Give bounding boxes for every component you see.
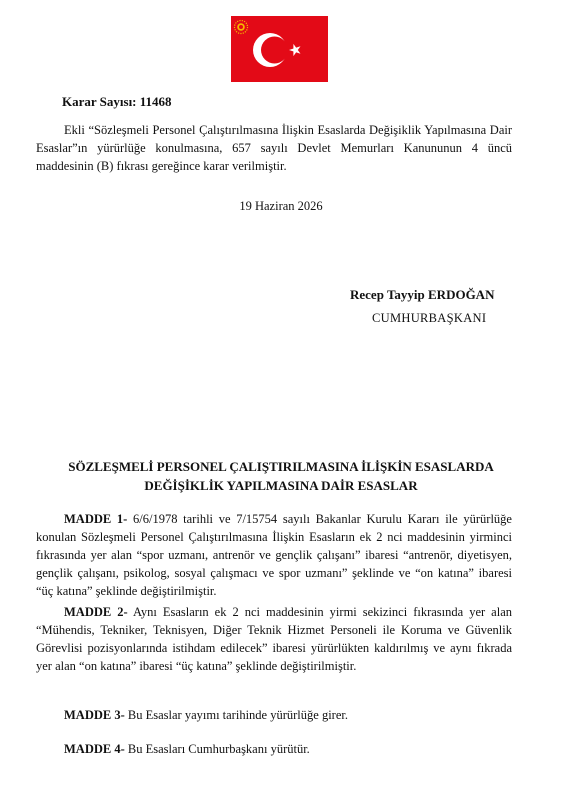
signer-surname: ERDOĞAN xyxy=(428,287,495,302)
heading-line-2: DEĞİŞİKLİK YAPILMASINA DAİR ESASLAR xyxy=(144,478,418,493)
signer-name xyxy=(350,287,494,303)
intro-paragraph: Ekli “Sözleşmeli Personel Çalıştırılmasına İlişkin Esaslarda Değişiklik Yapılmasına Dair Esaslar”ın yürürlüğe konulmasına, 657 sayılı Devlet Memurları Kanununun 4 üncü maddesinin (B) fıkrası gereğince karar verilmiştir. xyxy=(36,123,512,173)
article-1-label: MADDE 1- xyxy=(64,512,128,526)
article-2-label: MADDE 2- xyxy=(64,605,128,619)
decision-date: 19 Haziran 2026 xyxy=(239,199,323,213)
presidential-seal-flag xyxy=(231,16,328,82)
article-3-text: Bu Esaslar yayımı tarihinde yürürlüğe girer. xyxy=(124,708,348,722)
signer-title: CUMHURBAŞKANI xyxy=(372,311,487,325)
heading-line-1: SÖZLEŞMELİ PERSONEL ÇALIŞTIRILMASINA İLİŞKİN ESASLARDA xyxy=(68,459,494,474)
article-4 xyxy=(36,740,512,758)
article-3-label: MADDE 3- xyxy=(64,708,125,722)
document-heading xyxy=(0,457,562,495)
article-4-text: Bu Esasları Cumhurbaşkanı yürütür. xyxy=(124,742,310,756)
article-2 xyxy=(36,603,512,675)
signer-given-name: Recep Tayyip xyxy=(350,287,429,302)
article-1-text: 6/6/1978 tarihli ve 7/15754 sayılı Bakanlar Kurulu Kararı ile yürürlüğe konulan Sözleşmeli Personel Çalıştırılmasına İlişkin Esasların ek 2 nci maddesinin yirminci fıkrasında yer alan “spor uzmanı, antrenör ve gençlik çalışanı” ibaresi “antrenör, diyetisyen, gençlik çalışanı, psikolog, sosyal çalışmacı ve spor uzmanı” şeklinde ve “on katına” ibaresi “üç katına” şeklinde değiştirilmiştir. xyxy=(36,512,512,598)
decision-number: Karar Sayısı: 11468 xyxy=(62,94,172,109)
article-4-label: MADDE 4- xyxy=(64,742,125,756)
article-3 xyxy=(36,706,512,724)
article-1 xyxy=(36,510,512,600)
article-2-text: Aynı Esasların ek 2 nci maddesinin yirmi sekizinci fıkrasında yer alan “Mühendis, Tekniker, Teknisyen, Diğer Teknik Hizmet Personeli ile Koruma ve Güvenlik Görevlisi pozisyonlarında istihdam edilecek” ibaresi yürürlükten kaldırılmış ve aynı fıkrada yer alan “on katına” ibaresi “üç katına” şeklinde değiştirilmiştir. xyxy=(36,605,513,673)
